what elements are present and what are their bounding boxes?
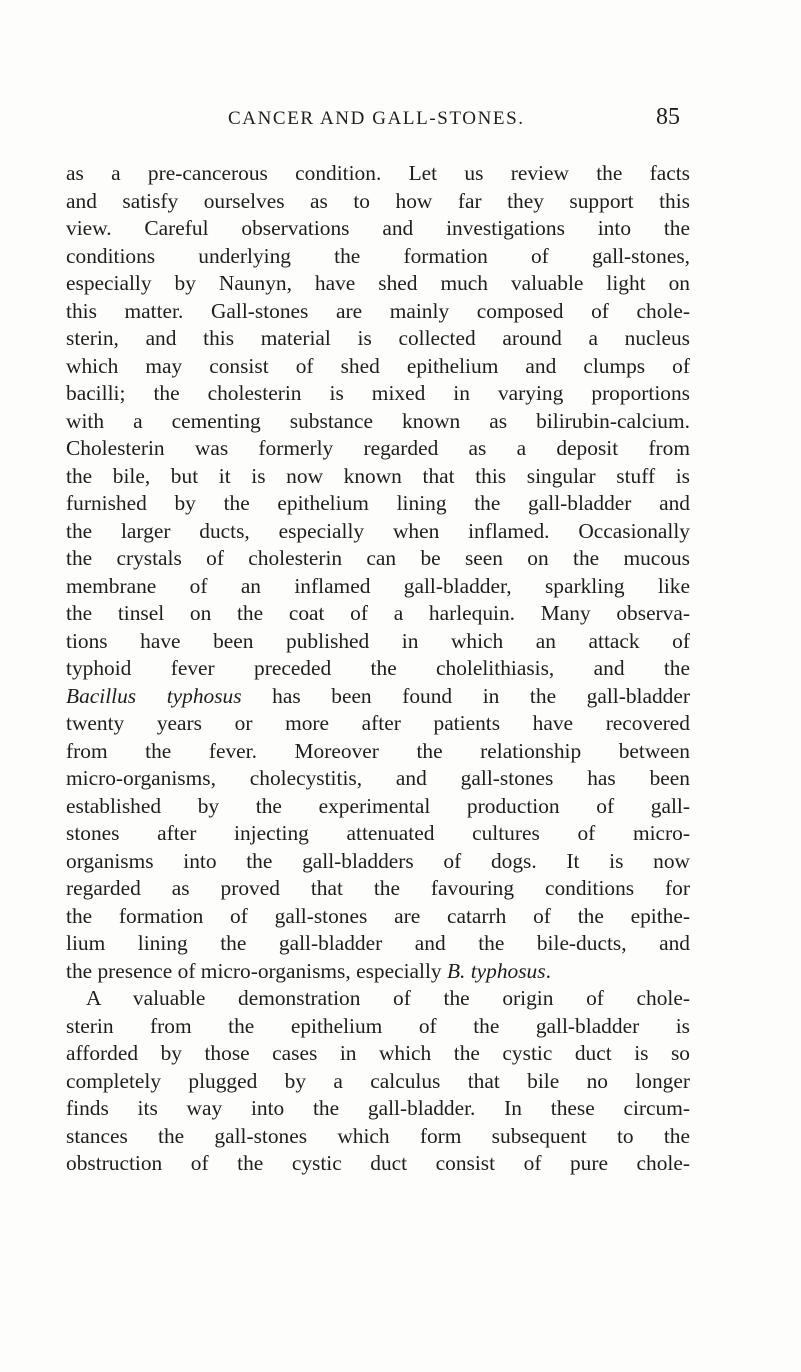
text-span: the presence of micro-organisms, especially xyxy=(66,958,447,983)
text-line-mixed xyxy=(66,958,690,986)
text-line: as a pre-cancerous condition. Let us review the facts xyxy=(66,161,690,185)
text-line: sterin from the epithelium of the gall-bladder is xyxy=(66,1013,690,1038)
text-line: typhoid fever preceded the cholelithiasis, and the xyxy=(66,656,690,680)
text-line: established by the experimental production of gall- xyxy=(66,793,690,818)
text-span: . xyxy=(545,958,551,983)
text-line: regarded as proved that the favouring conditions for xyxy=(66,876,690,900)
text-line: afforded by those cases in which the cystic duct is so xyxy=(66,1041,690,1065)
text-line: furnished by the epithelium lining the gall-bladder and xyxy=(66,491,690,515)
text-line: A valuable demonstration of the origin of chole- xyxy=(86,986,690,1010)
text-span: has been found in the gall-bladder xyxy=(241,683,690,708)
text-line: micro-organisms, cholecystitis, and gall-stones has been xyxy=(66,766,690,790)
text-line: view. Careful observations and investigations into the xyxy=(66,216,690,240)
text-line: bacilli; the cholesterin is mixed in varying proportions xyxy=(66,381,690,405)
text-line: completely plugged by a calculus that bile no longer xyxy=(66,1068,690,1093)
page-header xyxy=(0,104,801,140)
page-number: 85 xyxy=(656,104,680,130)
text-line: from the fever. Moreover the relationship between xyxy=(66,738,690,763)
text-line: Cholesterin was formerly regarded as a deposit from xyxy=(66,436,690,460)
text-line: organisms into the gall-bladders of dogs. It is now xyxy=(66,848,690,873)
text-line: the formation of gall-stones are catarrh of the epithe- xyxy=(66,903,690,928)
text-line: which may consist of shed epithelium and clumps of xyxy=(66,353,690,378)
text-line: lium lining the gall-bladder and the bile-ducts, and xyxy=(66,931,690,955)
text-line: sterin, and this material is collected around a nucleus xyxy=(66,326,690,350)
text-line: stances the gall-stones which form subsequent to the xyxy=(66,1123,690,1148)
text-line: the tinsel on the coat of a harlequin. Many observa- xyxy=(66,601,690,625)
text-line: with a cementing substance known as bilirubin-calcium. xyxy=(66,408,690,433)
running-head: CANCER AND GALL-STONES. xyxy=(228,108,525,129)
text-line: the bile, but it is now known that this singular stuff is xyxy=(66,463,690,488)
text-line: the crystals of cholesterin can be seen on the mucous xyxy=(66,546,690,570)
text-line: finds its way into the gall-bladder. In these circum- xyxy=(66,1096,690,1120)
text-line: especially by Naunyn, have shed much valuable light on xyxy=(66,271,690,295)
text-line: conditions underlying the formation of gall-stones, xyxy=(66,243,690,268)
text-line-mixed xyxy=(66,683,690,711)
text-line: tions have been published in which an attack of xyxy=(66,628,690,653)
text-line: stones after injecting attenuated cultures of micro- xyxy=(66,821,690,845)
text-line: this matter. Gall-stones are mainly composed of chole- xyxy=(66,298,690,323)
italic-species-name: Bacillus typhosus xyxy=(66,683,242,708)
text-line: obstruction of the cystic duct consist of pure chole- xyxy=(66,1151,690,1175)
body-text xyxy=(66,160,690,1178)
text-line: membrane of an inflamed gall-bladder, sparkling like xyxy=(66,573,690,598)
text-line: twenty years or more after patients have recovered xyxy=(66,711,690,735)
text-line: and satisfy ourselves as to how far they support this xyxy=(66,188,690,213)
text-line: the larger ducts, especially when inflamed. Occasionally xyxy=(66,518,690,543)
italic-species-abbrev: B. typhosus xyxy=(446,958,546,983)
